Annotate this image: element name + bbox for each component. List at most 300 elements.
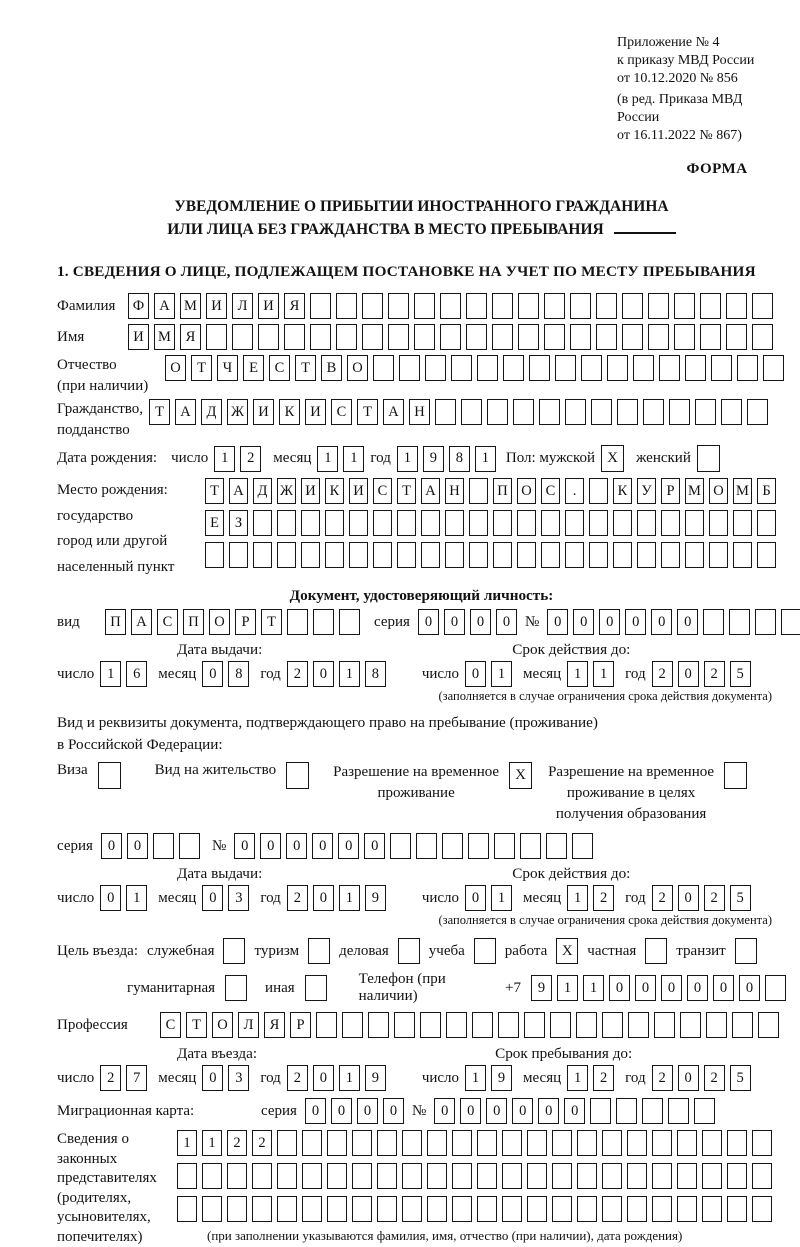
char-cell[interactable] xyxy=(752,1196,772,1222)
char-cell[interactable] xyxy=(427,1163,447,1189)
char-cell[interactable]: 9 xyxy=(365,885,386,911)
char-cell[interactable] xyxy=(729,609,750,635)
char-cell[interactable] xyxy=(659,355,680,381)
char-cell[interactable] xyxy=(622,293,643,319)
char-cell[interactable]: 7 xyxy=(126,1065,147,1091)
char-cell[interactable] xyxy=(442,833,463,859)
char-cell[interactable]: 1 xyxy=(567,661,588,687)
char-cell[interactable] xyxy=(232,324,253,350)
char-cell[interactable] xyxy=(421,542,440,568)
char-cell[interactable] xyxy=(461,399,482,425)
char-cell[interactable] xyxy=(277,1163,297,1189)
char-cell[interactable]: 0 xyxy=(286,833,307,859)
char-cell[interactable] xyxy=(527,1196,547,1222)
char-cell[interactable]: Л xyxy=(238,1012,259,1038)
char-cell[interactable] xyxy=(518,293,539,319)
char-cell[interactable] xyxy=(589,542,608,568)
char-cell[interactable] xyxy=(301,542,320,568)
char-cell[interactable] xyxy=(539,399,560,425)
char-cell[interactable] xyxy=(596,293,617,319)
char-cell[interactable]: Т xyxy=(397,478,416,504)
char-cell[interactable] xyxy=(310,324,331,350)
char-cell[interactable]: У xyxy=(637,478,656,504)
char-cell[interactable] xyxy=(555,355,576,381)
char-cell[interactable] xyxy=(494,833,515,859)
char-cell[interactable] xyxy=(709,510,728,536)
char-cell[interactable]: Б xyxy=(757,478,776,504)
char-cell[interactable] xyxy=(544,293,565,319)
purpose-tourism-checkbox[interactable] xyxy=(308,938,330,964)
char-cell[interactable]: Ж xyxy=(227,399,248,425)
char-cell[interactable] xyxy=(652,1196,672,1222)
char-cell[interactable] xyxy=(493,542,512,568)
char-cell[interactable] xyxy=(602,1196,622,1222)
char-cell[interactable] xyxy=(397,510,416,536)
char-cell[interactable]: М xyxy=(685,478,704,504)
char-cell[interactable]: Н xyxy=(445,478,464,504)
char-cell[interactable]: 0 xyxy=(496,609,517,635)
char-cell[interactable]: 9 xyxy=(423,446,444,472)
char-cell[interactable] xyxy=(420,1012,441,1038)
char-cell[interactable] xyxy=(709,542,728,568)
char-cell[interactable] xyxy=(153,833,174,859)
char-cell[interactable] xyxy=(541,542,560,568)
char-cell[interactable]: 0 xyxy=(234,833,255,859)
char-cell[interactable]: 2 xyxy=(287,1065,308,1091)
char-cell[interactable]: 2 xyxy=(252,1130,272,1156)
char-cell[interactable] xyxy=(327,1130,347,1156)
purpose-humanitarian-checkbox[interactable] xyxy=(225,975,247,1001)
purpose-work-checkbox[interactable]: X xyxy=(556,938,578,964)
char-cell[interactable]: 0 xyxy=(678,661,699,687)
char-cell[interactable] xyxy=(466,324,487,350)
char-cell[interactable] xyxy=(552,1163,572,1189)
char-cell[interactable]: 8 xyxy=(228,661,249,687)
char-cell[interactable]: И xyxy=(305,399,326,425)
char-cell[interactable]: М xyxy=(733,478,752,504)
char-cell[interactable]: К xyxy=(279,399,300,425)
char-cell[interactable] xyxy=(755,609,776,635)
sex-male-checkbox[interactable]: X xyxy=(601,445,624,472)
char-cell[interactable]: 1 xyxy=(491,885,512,911)
char-cell[interactable]: С xyxy=(331,399,352,425)
char-cell[interactable] xyxy=(694,1098,715,1124)
char-cell[interactable]: 1 xyxy=(397,446,418,472)
char-cell[interactable]: 0 xyxy=(677,609,698,635)
char-cell[interactable] xyxy=(277,1130,297,1156)
char-cell[interactable] xyxy=(570,293,591,319)
char-cell[interactable]: Е xyxy=(243,355,264,381)
char-cell[interactable] xyxy=(648,293,669,319)
char-cell[interactable] xyxy=(648,324,669,350)
char-cell[interactable] xyxy=(706,1012,727,1038)
char-cell[interactable]: 3 xyxy=(228,885,249,911)
char-cell[interactable] xyxy=(287,609,308,635)
char-cell[interactable]: О xyxy=(212,1012,233,1038)
char-cell[interactable] xyxy=(414,324,435,350)
char-cell[interactable]: 0 xyxy=(383,1098,404,1124)
char-cell[interactable]: 0 xyxy=(202,661,223,687)
char-cell[interactable] xyxy=(627,1130,647,1156)
char-cell[interactable] xyxy=(757,542,776,568)
char-cell[interactable]: 8 xyxy=(449,446,470,472)
char-cell[interactable]: И xyxy=(206,293,227,319)
char-cell[interactable] xyxy=(253,510,272,536)
char-cell[interactable] xyxy=(752,1163,772,1189)
char-cell[interactable] xyxy=(544,324,565,350)
purpose-transit-checkbox[interactable] xyxy=(735,938,757,964)
char-cell[interactable]: 0 xyxy=(609,975,630,1001)
char-cell[interactable]: О xyxy=(709,478,728,504)
char-cell[interactable]: В xyxy=(321,355,342,381)
char-cell[interactable]: К xyxy=(325,478,344,504)
char-cell[interactable] xyxy=(570,324,591,350)
char-cell[interactable] xyxy=(726,324,747,350)
char-cell[interactable] xyxy=(727,1163,747,1189)
char-cell[interactable] xyxy=(565,542,584,568)
char-cell[interactable] xyxy=(577,1130,597,1156)
visa-checkbox[interactable] xyxy=(98,762,121,789)
purpose-business-checkbox[interactable] xyxy=(398,938,420,964)
char-cell[interactable]: 2 xyxy=(287,661,308,687)
char-cell[interactable] xyxy=(336,293,357,319)
char-cell[interactable]: Р xyxy=(290,1012,311,1038)
char-cell[interactable]: 2 xyxy=(704,661,725,687)
char-cell[interactable]: 1 xyxy=(339,661,360,687)
char-cell[interactable] xyxy=(477,1130,497,1156)
char-cell[interactable]: 1 xyxy=(177,1130,197,1156)
char-cell[interactable] xyxy=(469,510,488,536)
char-cell[interactable]: Ч xyxy=(217,355,238,381)
char-cell[interactable]: Ж xyxy=(277,478,296,504)
char-cell[interactable]: Т xyxy=(186,1012,207,1038)
char-cell[interactable] xyxy=(752,1130,772,1156)
char-cell[interactable]: 9 xyxy=(491,1065,512,1091)
char-cell[interactable]: 0 xyxy=(465,885,486,911)
char-cell[interactable]: Т xyxy=(149,399,170,425)
char-cell[interactable] xyxy=(352,1196,372,1222)
char-cell[interactable]: Я xyxy=(180,324,201,350)
char-cell[interactable] xyxy=(520,833,541,859)
char-cell[interactable] xyxy=(177,1163,197,1189)
char-cell[interactable] xyxy=(477,355,498,381)
char-cell[interactable]: Я xyxy=(264,1012,285,1038)
char-cell[interactable]: А xyxy=(175,399,196,425)
char-cell[interactable] xyxy=(677,1163,697,1189)
char-cell[interactable] xyxy=(352,1163,372,1189)
char-cell[interactable] xyxy=(466,293,487,319)
char-cell[interactable]: 0 xyxy=(739,975,760,1001)
char-cell[interactable] xyxy=(373,510,392,536)
char-cell[interactable]: 1 xyxy=(465,1065,486,1091)
char-cell[interactable] xyxy=(642,1098,663,1124)
char-cell[interactable]: 0 xyxy=(678,1065,699,1091)
char-cell[interactable]: С xyxy=(269,355,290,381)
char-cell[interactable]: К xyxy=(613,478,632,504)
char-cell[interactable] xyxy=(652,1163,672,1189)
char-cell[interactable]: Т xyxy=(357,399,378,425)
char-cell[interactable]: О xyxy=(165,355,186,381)
char-cell[interactable] xyxy=(721,399,742,425)
residence-permit-checkbox[interactable] xyxy=(286,762,309,789)
char-cell[interactable] xyxy=(377,1196,397,1222)
char-cell[interactable] xyxy=(477,1196,497,1222)
char-cell[interactable]: П xyxy=(183,609,204,635)
char-cell[interactable] xyxy=(435,399,456,425)
char-cell[interactable]: 0 xyxy=(313,885,334,911)
char-cell[interactable]: 9 xyxy=(531,975,552,1001)
char-cell[interactable] xyxy=(498,1012,519,1038)
char-cell[interactable]: 0 xyxy=(357,1098,378,1124)
char-cell[interactable]: 0 xyxy=(687,975,708,1001)
char-cell[interactable] xyxy=(302,1196,322,1222)
char-cell[interactable] xyxy=(302,1130,322,1156)
char-cell[interactable] xyxy=(727,1196,747,1222)
char-cell[interactable]: З xyxy=(229,510,248,536)
char-cell[interactable]: 0 xyxy=(418,609,439,635)
char-cell[interactable]: 6 xyxy=(126,661,147,687)
char-cell[interactable] xyxy=(577,1196,597,1222)
char-cell[interactable]: 1 xyxy=(339,885,360,911)
char-cell[interactable]: Д xyxy=(201,399,222,425)
char-cell[interactable]: 0 xyxy=(470,609,491,635)
char-cell[interactable] xyxy=(284,324,305,350)
char-cell[interactable]: 1 xyxy=(126,885,147,911)
char-cell[interactable]: 1 xyxy=(214,446,235,472)
char-cell[interactable]: 2 xyxy=(704,885,725,911)
char-cell[interactable]: Д xyxy=(253,478,272,504)
char-cell[interactable]: Л xyxy=(232,293,253,319)
char-cell[interactable]: 1 xyxy=(557,975,578,1001)
char-cell[interactable] xyxy=(700,324,721,350)
char-cell[interactable]: 9 xyxy=(365,1065,386,1091)
char-cell[interactable] xyxy=(726,293,747,319)
char-cell[interactable] xyxy=(177,1196,197,1222)
char-cell[interactable]: 0 xyxy=(599,609,620,635)
char-cell[interactable] xyxy=(362,324,383,350)
char-cell[interactable]: Т xyxy=(261,609,282,635)
char-cell[interactable] xyxy=(414,293,435,319)
char-cell[interactable] xyxy=(513,399,534,425)
char-cell[interactable] xyxy=(468,833,489,859)
char-cell[interactable] xyxy=(492,324,513,350)
char-cell[interactable] xyxy=(451,355,472,381)
char-cell[interactable] xyxy=(252,1196,272,1222)
char-cell[interactable] xyxy=(613,510,632,536)
char-cell[interactable]: 0 xyxy=(100,885,121,911)
char-cell[interactable] xyxy=(452,1163,472,1189)
char-cell[interactable] xyxy=(591,399,612,425)
char-cell[interactable]: 1 xyxy=(475,446,496,472)
char-cell[interactable] xyxy=(503,355,524,381)
char-cell[interactable] xyxy=(652,1130,672,1156)
char-cell[interactable] xyxy=(472,1012,493,1038)
char-cell[interactable]: 2 xyxy=(227,1130,247,1156)
char-cell[interactable]: 0 xyxy=(313,661,334,687)
char-cell[interactable]: Н xyxy=(409,399,430,425)
char-cell[interactable]: 0 xyxy=(364,833,385,859)
char-cell[interactable] xyxy=(727,1130,747,1156)
char-cell[interactable]: Р xyxy=(661,478,680,504)
char-cell[interactable]: О xyxy=(517,478,536,504)
char-cell[interactable] xyxy=(627,1163,647,1189)
char-cell[interactable]: А xyxy=(131,609,152,635)
char-cell[interactable]: 2 xyxy=(704,1065,725,1091)
char-cell[interactable]: 2 xyxy=(593,1065,614,1091)
char-cell[interactable]: 0 xyxy=(564,1098,585,1124)
char-cell[interactable]: 5 xyxy=(730,885,751,911)
char-cell[interactable] xyxy=(487,399,508,425)
char-cell[interactable] xyxy=(527,1130,547,1156)
char-cell[interactable] xyxy=(661,542,680,568)
char-cell[interactable] xyxy=(654,1012,675,1038)
char-cell[interactable]: Ф xyxy=(128,293,149,319)
char-cell[interactable] xyxy=(700,293,721,319)
char-cell[interactable] xyxy=(677,1196,697,1222)
char-cell[interactable]: Я xyxy=(284,293,305,319)
char-cell[interactable]: 2 xyxy=(652,661,673,687)
char-cell[interactable]: И xyxy=(349,478,368,504)
char-cell[interactable] xyxy=(617,399,638,425)
char-cell[interactable] xyxy=(352,1130,372,1156)
char-cell[interactable] xyxy=(394,1012,415,1038)
char-cell[interactable] xyxy=(373,355,394,381)
char-cell[interactable] xyxy=(388,324,409,350)
char-cell[interactable] xyxy=(445,510,464,536)
char-cell[interactable]: 0 xyxy=(573,609,594,635)
char-cell[interactable] xyxy=(493,510,512,536)
char-cell[interactable] xyxy=(469,542,488,568)
char-cell[interactable]: С xyxy=(160,1012,181,1038)
char-cell[interactable] xyxy=(702,1163,722,1189)
char-cell[interactable] xyxy=(602,1163,622,1189)
char-cell[interactable] xyxy=(362,293,383,319)
char-cell[interactable] xyxy=(253,542,272,568)
char-cell[interactable] xyxy=(301,510,320,536)
char-cell[interactable] xyxy=(421,510,440,536)
char-cell[interactable]: 2 xyxy=(593,885,614,911)
char-cell[interactable]: . xyxy=(565,478,584,504)
char-cell[interactable] xyxy=(517,542,536,568)
char-cell[interactable]: 1 xyxy=(100,661,121,687)
char-cell[interactable] xyxy=(397,542,416,568)
char-cell[interactable] xyxy=(316,1012,337,1038)
char-cell[interactable]: 2 xyxy=(240,446,261,472)
char-cell[interactable] xyxy=(733,542,752,568)
char-cell[interactable] xyxy=(502,1163,522,1189)
char-cell[interactable] xyxy=(627,1196,647,1222)
char-cell[interactable] xyxy=(492,293,513,319)
char-cell[interactable] xyxy=(702,1196,722,1222)
char-cell[interactable] xyxy=(765,975,786,1001)
char-cell[interactable]: 0 xyxy=(434,1098,455,1124)
char-cell[interactable] xyxy=(628,1012,649,1038)
char-cell[interactable]: 0 xyxy=(512,1098,533,1124)
char-cell[interactable]: 0 xyxy=(338,833,359,859)
char-cell[interactable]: 2 xyxy=(652,1065,673,1091)
char-cell[interactable]: 0 xyxy=(202,1065,223,1091)
char-cell[interactable] xyxy=(416,833,437,859)
char-cell[interactable] xyxy=(502,1196,522,1222)
char-cell[interactable]: 0 xyxy=(202,885,223,911)
char-cell[interactable] xyxy=(205,542,224,568)
char-cell[interactable]: 0 xyxy=(625,609,646,635)
char-cell[interactable]: А xyxy=(383,399,404,425)
char-cell[interactable]: С xyxy=(373,478,392,504)
char-cell[interactable]: 1 xyxy=(583,975,604,1001)
char-cell[interactable] xyxy=(527,1163,547,1189)
char-cell[interactable] xyxy=(607,355,628,381)
char-cell[interactable] xyxy=(758,1012,779,1038)
char-cell[interactable] xyxy=(703,609,724,635)
char-cell[interactable] xyxy=(277,510,296,536)
char-cell[interactable]: 2 xyxy=(652,885,673,911)
char-cell[interactable] xyxy=(427,1130,447,1156)
char-cell[interactable] xyxy=(668,1098,689,1124)
char-cell[interactable]: Т xyxy=(295,355,316,381)
char-cell[interactable] xyxy=(202,1163,222,1189)
char-cell[interactable] xyxy=(550,1012,571,1038)
char-cell[interactable] xyxy=(596,324,617,350)
char-cell[interactable] xyxy=(763,355,784,381)
char-cell[interactable] xyxy=(669,399,690,425)
char-cell[interactable]: О xyxy=(209,609,230,635)
char-cell[interactable] xyxy=(541,510,560,536)
char-cell[interactable] xyxy=(581,355,602,381)
char-cell[interactable] xyxy=(552,1196,572,1222)
purpose-private-checkbox[interactable] xyxy=(645,938,667,964)
char-cell[interactable]: А xyxy=(421,478,440,504)
char-cell[interactable] xyxy=(602,1130,622,1156)
char-cell[interactable] xyxy=(524,1012,545,1038)
edu-permit-checkbox[interactable] xyxy=(724,762,747,789)
char-cell[interactable] xyxy=(616,1098,637,1124)
char-cell[interactable] xyxy=(602,1012,623,1038)
char-cell[interactable] xyxy=(613,542,632,568)
char-cell[interactable] xyxy=(402,1196,422,1222)
char-cell[interactable] xyxy=(546,833,567,859)
char-cell[interactable]: С xyxy=(541,478,560,504)
char-cell[interactable]: 0 xyxy=(713,975,734,1001)
char-cell[interactable]: И xyxy=(258,293,279,319)
char-cell[interactable] xyxy=(677,1130,697,1156)
purpose-other-checkbox[interactable] xyxy=(305,975,327,1001)
char-cell[interactable]: И xyxy=(253,399,274,425)
char-cell[interactable] xyxy=(637,510,656,536)
char-cell[interactable] xyxy=(446,1012,467,1038)
char-cell[interactable] xyxy=(469,478,488,504)
char-cell[interactable] xyxy=(565,510,584,536)
purpose-official-checkbox[interactable] xyxy=(223,938,245,964)
char-cell[interactable] xyxy=(589,478,608,504)
char-cell[interactable] xyxy=(402,1163,422,1189)
sex-female-checkbox[interactable] xyxy=(697,445,720,472)
char-cell[interactable]: С xyxy=(157,609,178,635)
char-cell[interactable]: 1 xyxy=(317,446,338,472)
char-cell[interactable]: М xyxy=(154,324,175,350)
char-cell[interactable] xyxy=(589,510,608,536)
char-cell[interactable] xyxy=(695,399,716,425)
char-cell[interactable] xyxy=(643,399,664,425)
char-cell[interactable] xyxy=(302,1163,322,1189)
char-cell[interactable] xyxy=(349,510,368,536)
char-cell[interactable] xyxy=(590,1098,611,1124)
char-cell[interactable]: 0 xyxy=(661,975,682,1001)
char-cell[interactable] xyxy=(368,1012,389,1038)
char-cell[interactable]: 0 xyxy=(331,1098,352,1124)
char-cell[interactable]: 0 xyxy=(101,833,122,859)
char-cell[interactable] xyxy=(572,833,593,859)
